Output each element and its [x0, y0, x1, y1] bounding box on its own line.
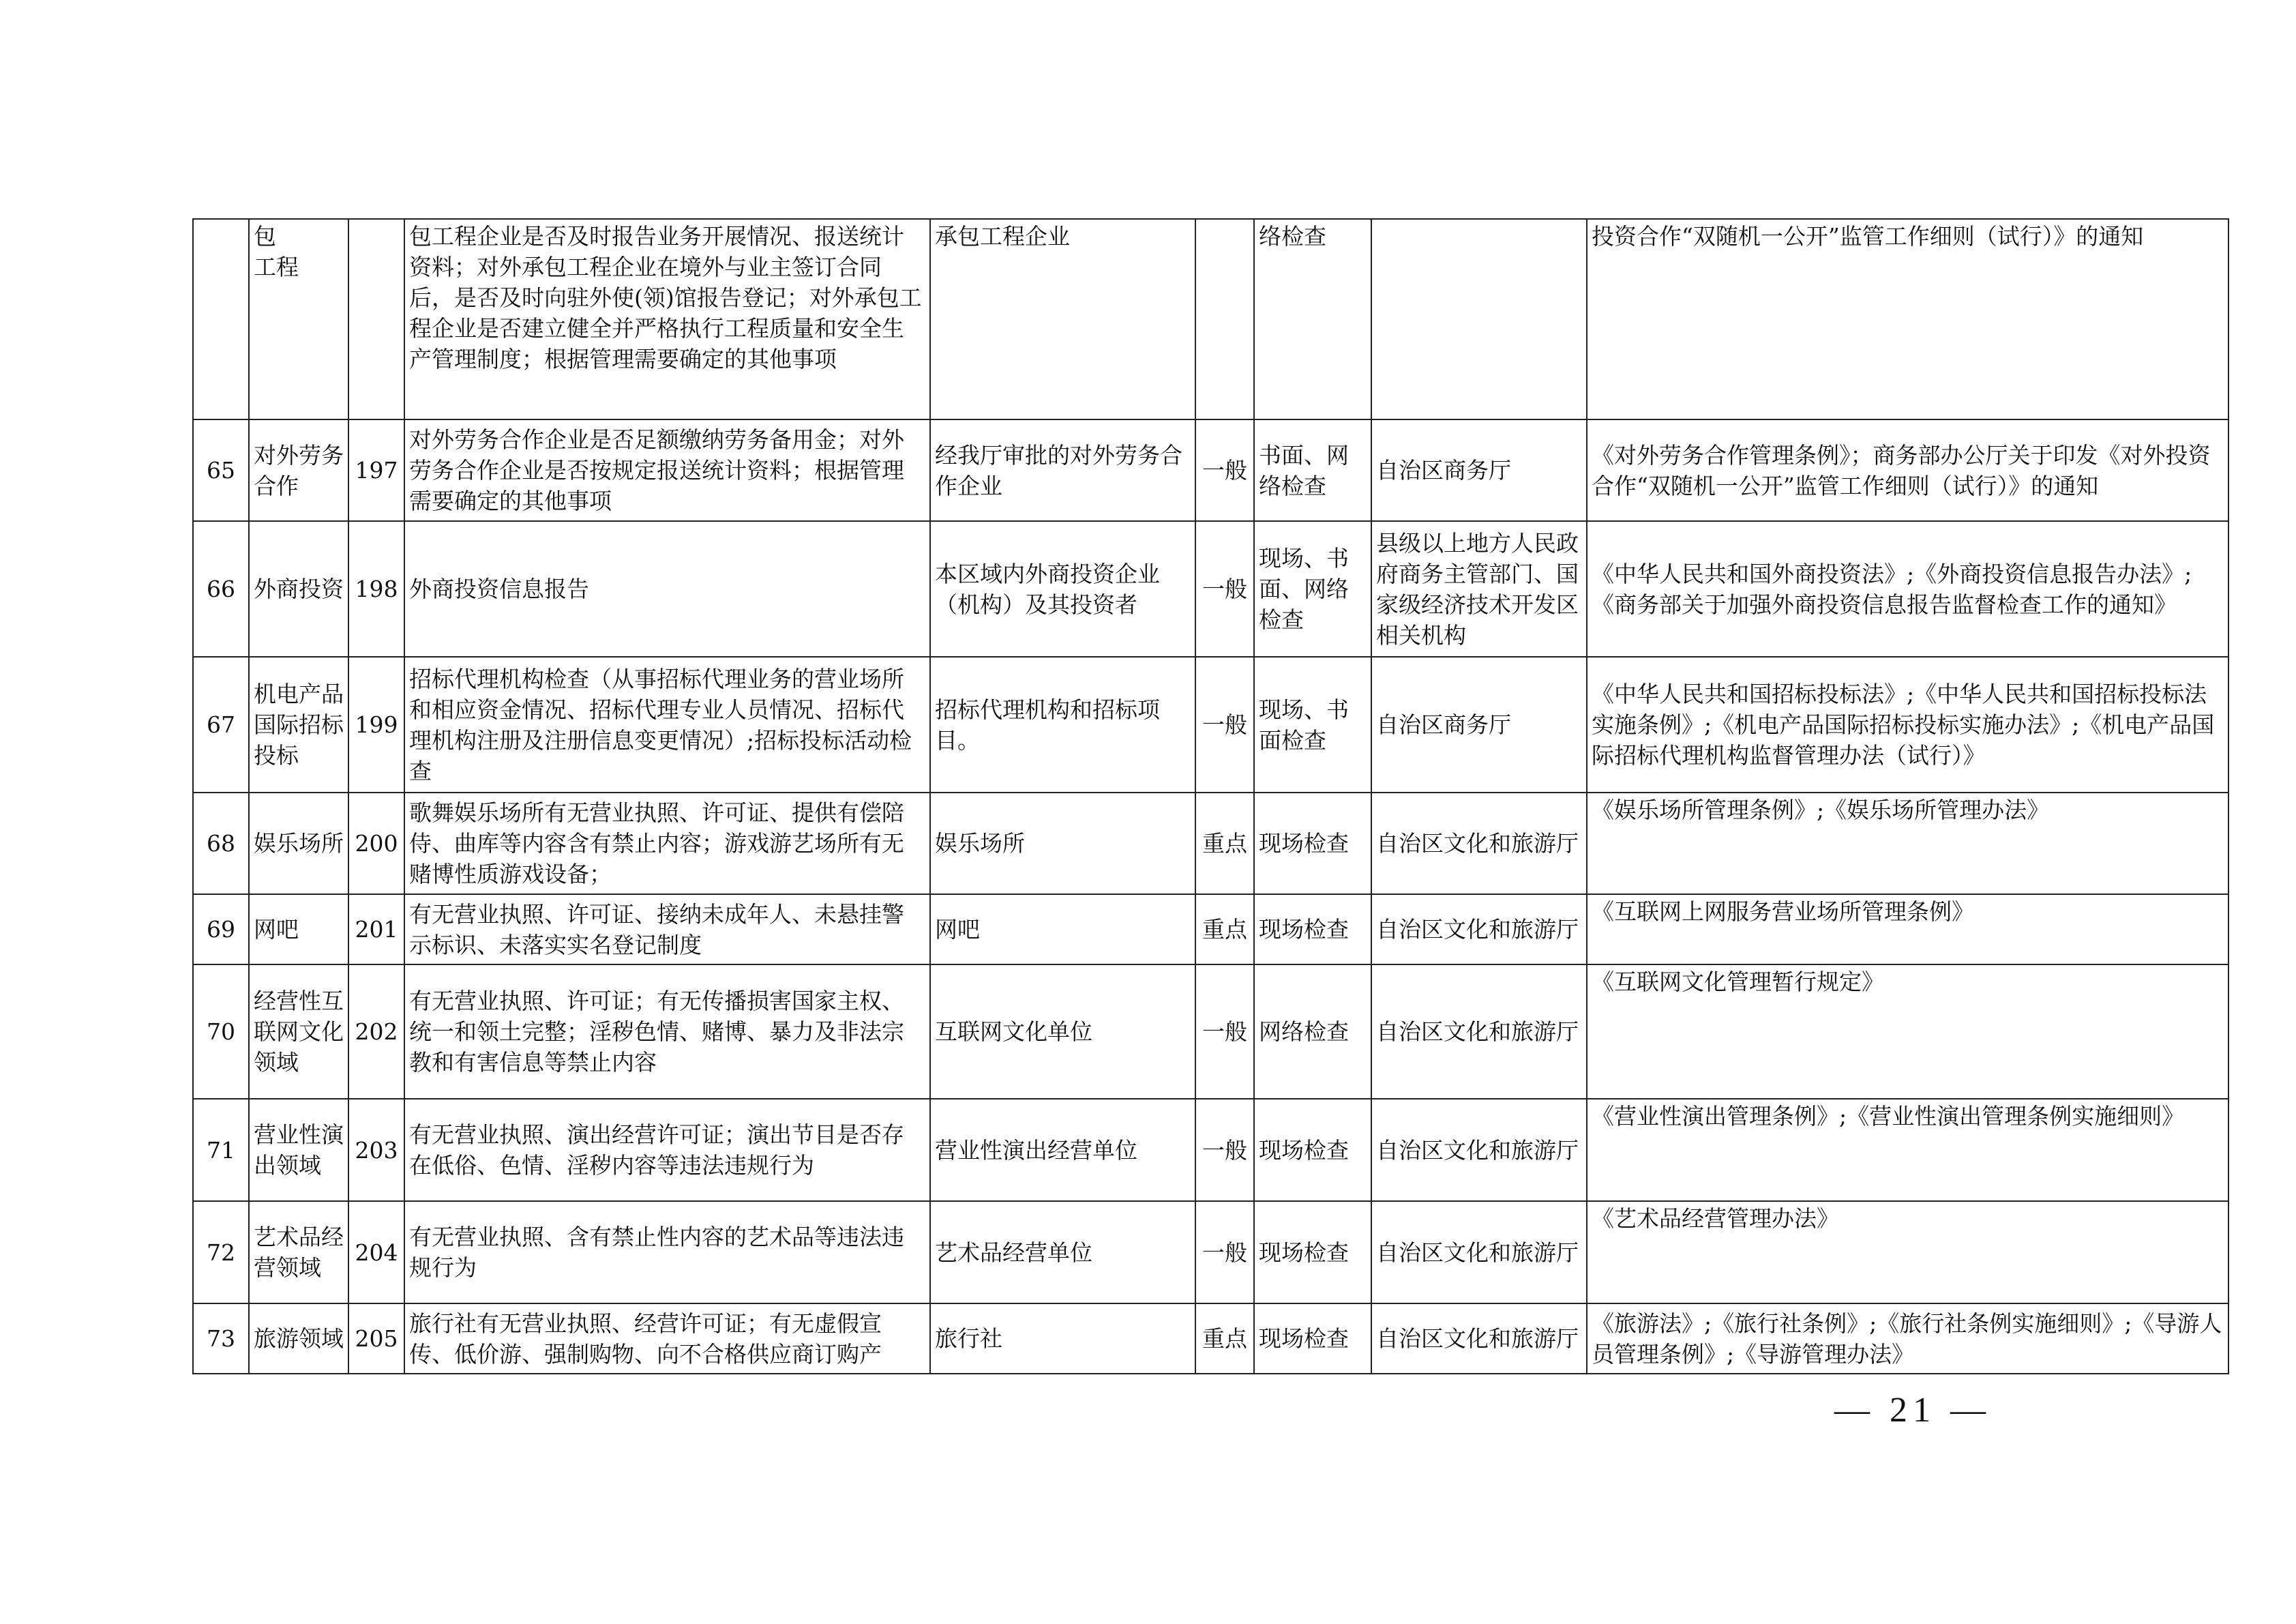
inspection-object-cell: 招标代理机构和招标项目。 — [930, 657, 1195, 793]
table-row — [193, 219, 2228, 419]
table-row — [193, 964, 2228, 1099]
inspection-department-cell: 自治区商务厅 — [1371, 657, 1587, 793]
row-number-cell: 70 — [193, 964, 249, 1099]
table-row — [193, 419, 2228, 521]
inspection-item-cell — [249, 964, 348, 1099]
inspection-item-cell — [249, 219, 348, 419]
item-code-cell: 197 — [348, 419, 404, 521]
inspection-item-cell — [249, 894, 348, 964]
inspection-department-cell: 自治区文化和旅游厅 — [1371, 1303, 1587, 1374]
item-code-cell — [348, 219, 404, 419]
inspection-method-cell: 现场检查 — [1254, 1303, 1371, 1374]
inspection-object-cell: 营业性演出经营单位 — [930, 1099, 1195, 1201]
inspection-method-cell: 网络检查 — [1254, 964, 1371, 1099]
inspection-item-text: 旅游领域 — [254, 1325, 344, 1352]
inspection-basis-cell: 《旅游法》;《旅行社条例》;《旅行社条例实施细则》;《导游人员管理条例》;《导游管理办法》 — [1587, 1303, 2228, 1374]
inspection-method-cell: 现场检查 — [1254, 1201, 1371, 1303]
inspection-department-cell: 自治区文化和旅游厅 — [1371, 894, 1587, 964]
row-number-cell: 68 — [193, 793, 249, 894]
inspection-level-cell: 一般 — [1195, 521, 1254, 657]
inspection-content-cell: 外商投资信息报告 — [404, 521, 930, 657]
table-row — [193, 793, 2228, 894]
inspection-method-cell: 现场、书面检查 — [1254, 657, 1371, 793]
inspection-content-cell: 包工程企业是否及时报告业务开展情况、报送统计资料；对外承包工程企业在境外与业主签订合同后，是否及时向驻外使(领)馆报告登记；对外承包工程企业是否建立健全并严格执行工程质量和安全生产管理制度；根据管理需要确定的其他事项 — [404, 219, 930, 419]
row-number-cell: 73 — [193, 1303, 249, 1374]
inspection-level-cell: 一般 — [1195, 657, 1254, 793]
inspection-method-cell: 络检查 — [1254, 219, 1371, 419]
inspection-method-cell: 现场检查 — [1254, 1099, 1371, 1201]
row-number-cell: 71 — [193, 1099, 249, 1201]
inspection-level-cell: 一般 — [1195, 964, 1254, 1099]
inspection-department-cell — [1371, 219, 1587, 419]
table-row — [193, 1201, 2228, 1303]
row-number-cell: 65 — [193, 419, 249, 521]
inspection-item-text: 经营性互联网文化领域 — [254, 988, 344, 1076]
table-row — [193, 521, 2228, 657]
inspection-level-cell: 一般 — [1195, 1201, 1254, 1303]
inspection-basis-cell: 《互联网上网服务营业场所管理条例》 — [1587, 894, 2228, 964]
inspection-department-cell: 自治区文化和旅游厅 — [1371, 793, 1587, 894]
inspection-department-cell: 自治区文化和旅游厅 — [1371, 1099, 1587, 1201]
inspection-basis-cell: 投资合作“双随机一公开”监管工作细则（试行）》的通知 — [1587, 219, 2228, 419]
item-code-cell: 201 — [348, 894, 404, 964]
inspection-level-cell: 一般 — [1195, 419, 1254, 521]
page-number: — 21 — — [1834, 1391, 1991, 1430]
item-code-cell: 203 — [348, 1099, 404, 1201]
item-code-cell: 204 — [348, 1201, 404, 1303]
inspection-method-cell: 现场检查 — [1254, 894, 1371, 964]
row-number-cell: 69 — [193, 894, 249, 964]
inspection-item-cell — [249, 1303, 348, 1374]
row-number-cell — [193, 219, 249, 419]
inspection-items-table — [192, 218, 2229, 1374]
table-row — [193, 1099, 2228, 1201]
inspection-item-text: 外商投资 — [254, 576, 344, 602]
inspection-basis-cell: 《互联网文化管理暂行规定》 — [1587, 964, 2228, 1099]
inspection-object-cell: 娱乐场所 — [930, 793, 1195, 894]
table-row — [193, 657, 2228, 793]
item-code-cell: 199 — [348, 657, 404, 793]
inspection-item-cell — [249, 793, 348, 894]
inspection-object-cell: 旅行社 — [930, 1303, 1195, 1374]
inspection-method-cell: 书面、网络检查 — [1254, 419, 1371, 521]
inspection-item-cell — [249, 521, 348, 657]
inspection-content-cell: 歌舞娱乐场所有无营业执照、许可证、提供有偿陪侍、曲库等内容含有禁止内容；游戏游艺场所有无赌博性质游戏设备； — [404, 793, 930, 894]
inspection-object-cell: 网吧 — [930, 894, 1195, 964]
inspection-level-cell: 重点 — [1195, 1303, 1254, 1374]
row-number-cell: 72 — [193, 1201, 249, 1303]
inspection-level-cell: 重点 — [1195, 793, 1254, 894]
table-row — [193, 894, 2228, 964]
inspection-content-cell: 对外劳务合作企业是否足额缴纳劳务备用金；对外劳务合作企业是否按规定报送统计资料；根据管理需要确定的其他事项 — [404, 419, 930, 521]
inspection-content-cell: 有无营业执照、含有禁止性内容的艺术品等违法违规行为 — [404, 1201, 930, 1303]
item-code-cell: 200 — [348, 793, 404, 894]
inspection-method-cell: 现场、书面、网络检查 — [1254, 521, 1371, 657]
inspection-content-cell: 有无营业执照、演出经营许可证；演出节目是否存在低俗、色情、淫秽内容等违法违规行为 — [404, 1099, 930, 1201]
inspection-object-cell: 经我厅审批的对外劳务合作企业 — [930, 419, 1195, 521]
inspection-department-cell: 县级以上地方人民政府商务主管部门、国家级经济技术开发区相关机构 — [1371, 521, 1587, 657]
inspection-department-cell: 自治区文化和旅游厅 — [1371, 1201, 1587, 1303]
inspection-content-cell: 招标代理机构检查（从事招标代理业务的营业场所和相应资金情况、招标代理专业人员情况、招标代理机构注册及注册信息变更情况）;招标投标活动检查 — [404, 657, 930, 793]
inspection-item-text: 对外劳务 合作 — [254, 441, 344, 499]
inspection-item-text: 艺术品经营领域 — [254, 1224, 344, 1281]
inspection-basis-cell: 《对外劳务合作管理条例》；商务部办公厅关于印发《对外投资合作“双随机一公开”监管工作细则（试行）》的通知 — [1587, 419, 2228, 521]
item-code-cell: 202 — [348, 964, 404, 1099]
inspection-item-text: 网吧 — [254, 916, 299, 943]
inspection-basis-cell: 《中华人民共和国招标投标法》;《中华人民共和国招标投标法实施条例》;《机电产品国际招标投标实施办法》;《机电产品国际招标代理机构监督管理办法（试行）》 — [1587, 657, 2228, 793]
row-number-cell: 67 — [193, 657, 249, 793]
item-code-cell: 205 — [348, 1303, 404, 1374]
inspection-basis-cell: 《中华人民共和国外商投资法》;《外商投资信息报告办法》;《商务部关于加强外商投资信息报告监督检查工作的通知》 — [1587, 521, 2228, 657]
inspection-item-cell — [249, 419, 348, 521]
inspection-method-cell: 现场检查 — [1254, 793, 1371, 894]
inspection-item-cell — [249, 1201, 348, 1303]
inspection-object-cell: 互联网文化单位 — [930, 964, 1195, 1099]
inspection-item-cell — [249, 1099, 348, 1201]
inspection-item-text: 包 工程 — [254, 223, 299, 280]
inspection-item-text: 机电产品国际招标投标 — [254, 681, 344, 769]
inspection-object-cell: 艺术品经营单位 — [930, 1201, 1195, 1303]
inspection-level-cell — [1195, 219, 1254, 419]
inspection-basis-cell: 《艺术品经营管理办法》 — [1587, 1201, 2228, 1303]
inspection-department-cell: 自治区文化和旅游厅 — [1371, 964, 1587, 1099]
row-number-cell: 66 — [193, 521, 249, 657]
inspection-basis-cell: 《营业性演出管理条例》;《营业性演出管理条例实施细则》 — [1587, 1099, 2228, 1201]
inspection-level-cell: 重点 — [1195, 894, 1254, 964]
inspection-department-cell: 自治区商务厅 — [1371, 419, 1587, 521]
inspection-content-cell: 有无营业执照、许可证、接纳未成年人、未悬挂警示标识、未落实实名登记制度 — [404, 894, 930, 964]
inspection-content-cell: 有无营业执照、许可证；有无传播损害国家主权、统一和领土完整；淫秽色情、赌博、暴力及非法宗教和有害信息等禁止内容 — [404, 964, 930, 1099]
inspection-object-cell: 本区域内外商投资企业（机构）及其投资者 — [930, 521, 1195, 657]
inspection-basis-cell: 《娱乐场所管理条例》;《娱乐场所管理办法》 — [1587, 793, 2228, 894]
inspection-level-cell: 一般 — [1195, 1099, 1254, 1201]
item-code-cell: 198 — [348, 521, 404, 657]
table-row — [193, 1303, 2228, 1374]
inspection-item-text: 娱乐场所 — [254, 830, 344, 857]
inspection-item-cell — [249, 657, 348, 793]
inspection-item-text: 营业性演出领域 — [254, 1121, 344, 1179]
inspection-content-cell: 旅行社有无营业执照、经营许可证；有无虚假宣传、低价游、强制购物、向不合格供应商订购产 — [404, 1303, 930, 1374]
inspection-object-cell: 承包工程企业 — [930, 219, 1195, 419]
